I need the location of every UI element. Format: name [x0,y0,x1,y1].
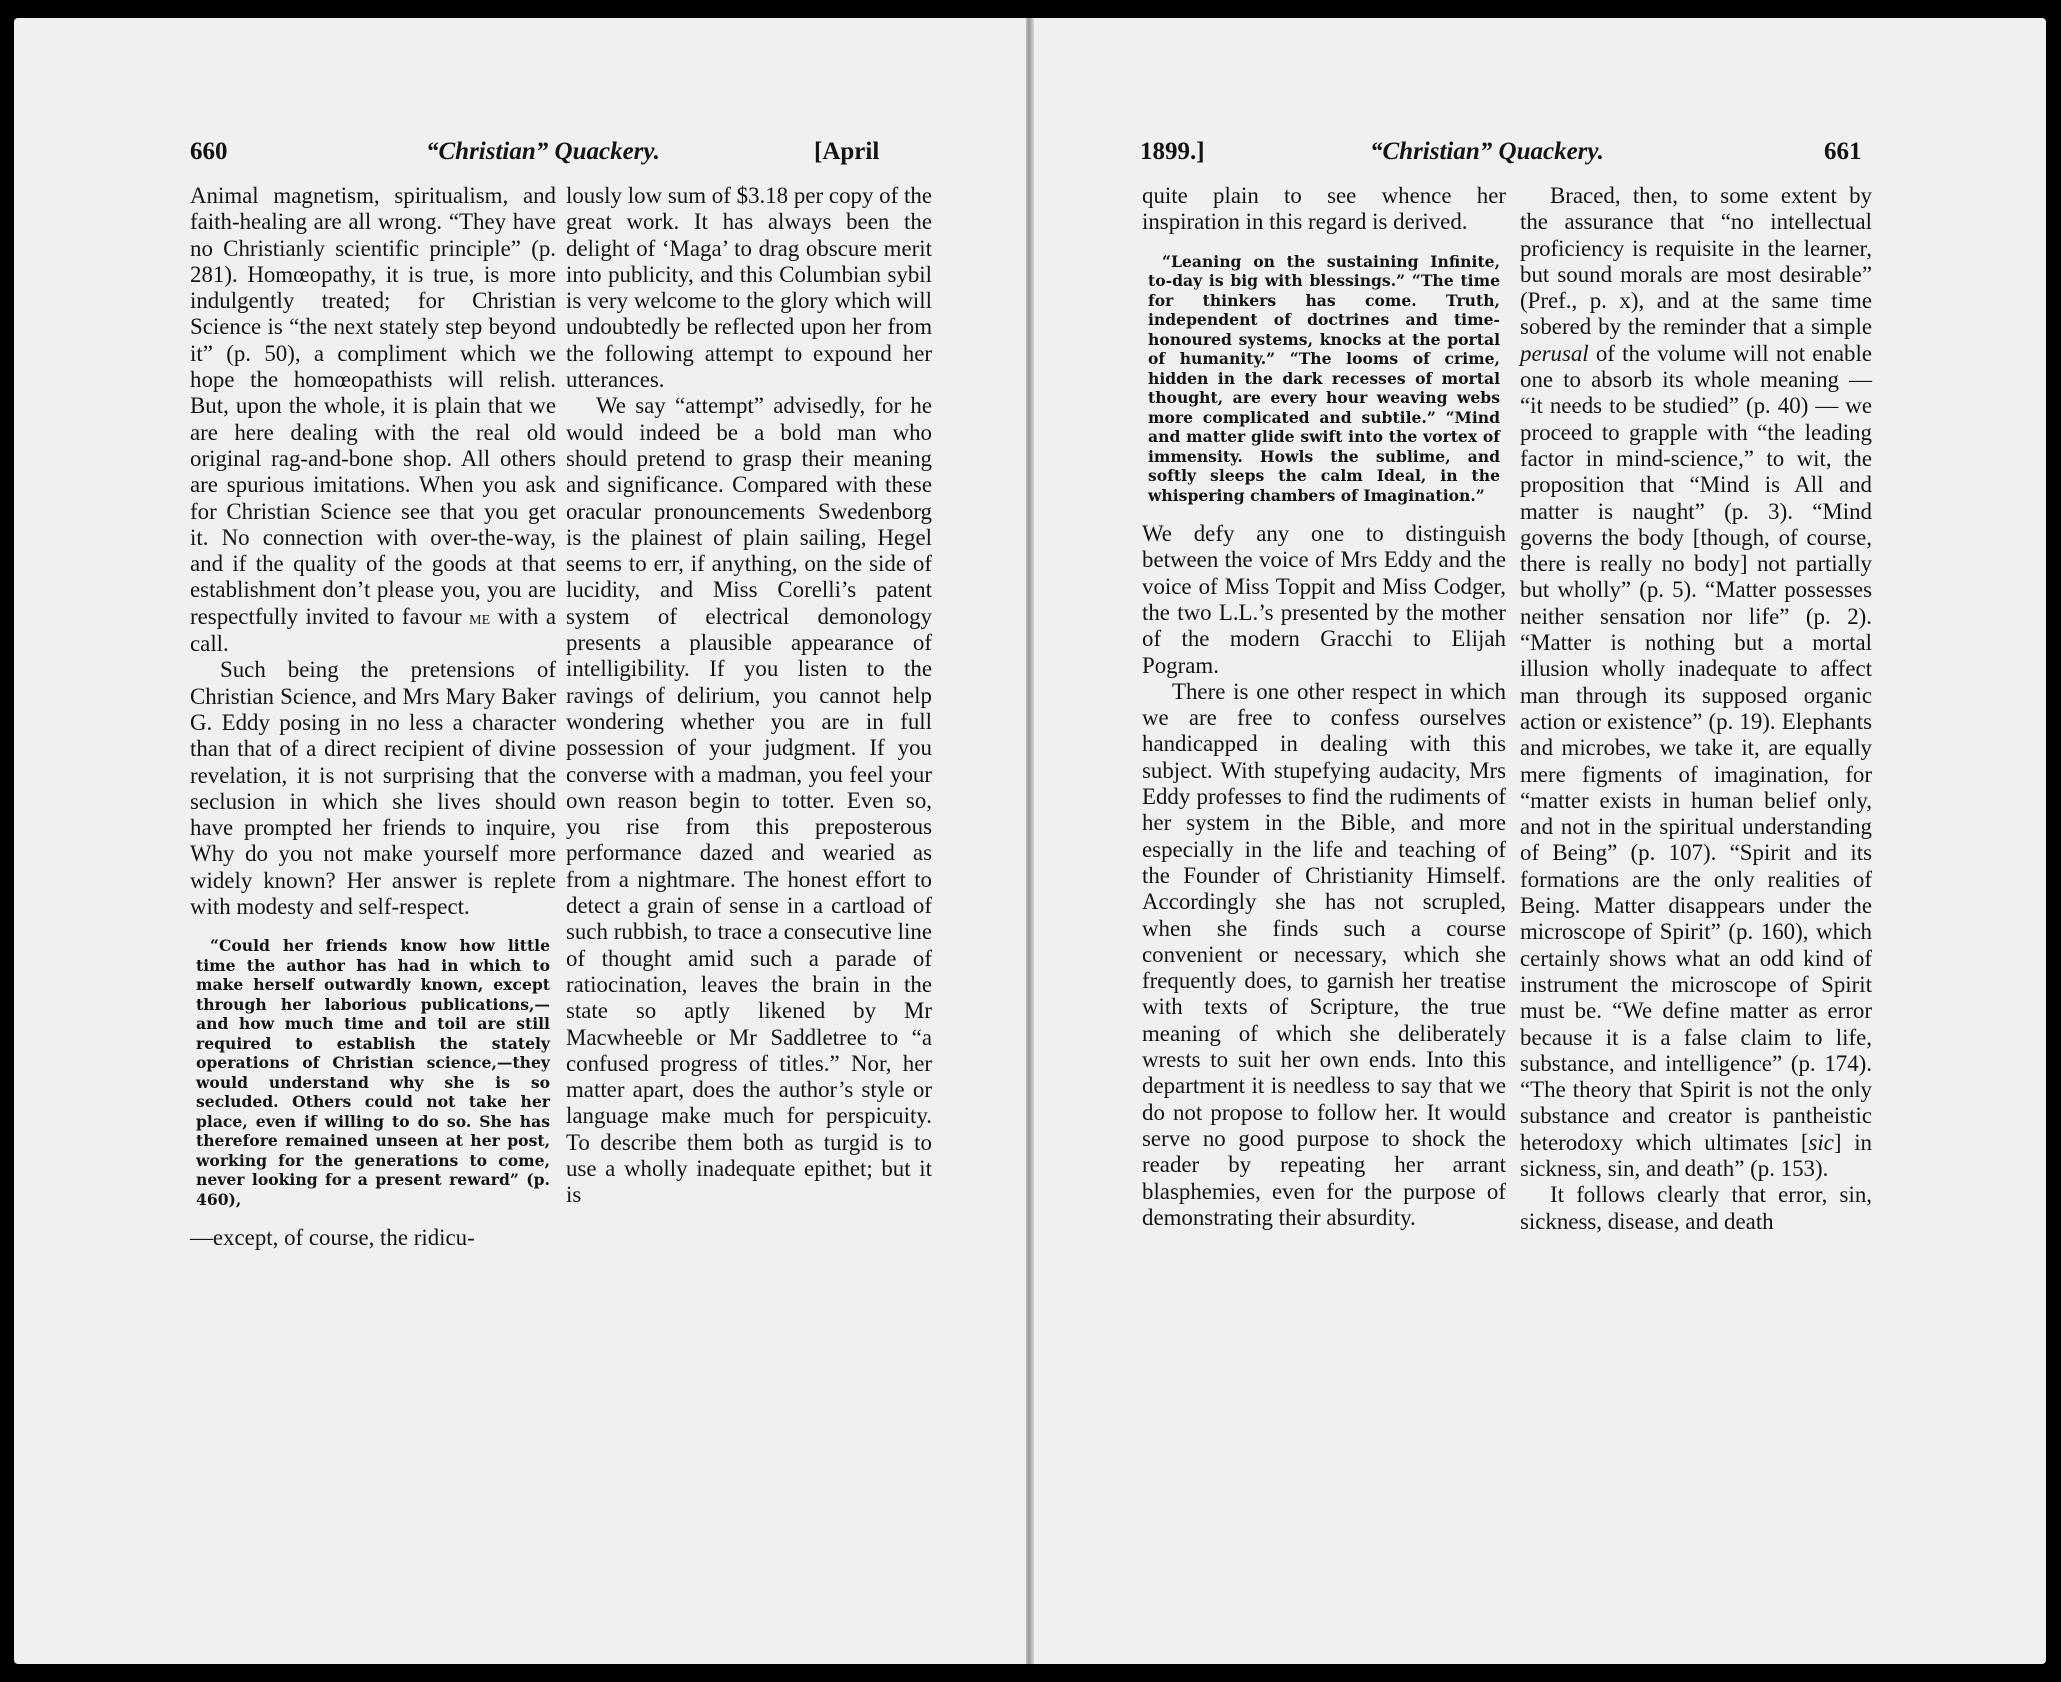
emphasis-me: me [469,606,491,629]
block-quote: “Leaning on the sustaining Infinite, to-day is big with blessings.” “The time for thinkers has come. Truth, independent of doctrines and time-honoured systems, knocks at the portal of humanity.” “The looms of crime, hidden in the dark recesses of mortal thought, are every hour weaving webs more complicated and subtile.” “Mind and matter glide swift into the vortex of immensity. Howls the sublime, and softly sleeps the calm Ideal, in the whispering chambers of Imagination.” [1148,251,1500,505]
running-title: “Christian” Quackery. [426,138,660,165]
paragraph: Such being the pretensions of Christian Science, and Mrs Mary Baker G. Eddy posing in no less a character than that of a direct recipient of divine revelation, it is not surprising that the seclusion in which she lives should have prompted her friends to inquire, Why do you not make yourself more widely known? Her answer is replete with modesty and self-respect. [190,657,556,920]
paragraph: We say “attempt” advisedly, for he would indeed be a bold man who should pretend to grasp their meaning and significance. Compared with these oracular pronouncements Swedenborg is the plainest of plain sailing, Hegel seems to err, if anything, on the side of lucidity, and Miss Corelli’s patent system of electrical demonology presents a plausible appearance of intelligibility. If you listen to the ravings of delirium, you cannot help wondering whether you are in full possession of your judgment. If you converse with a madman, you feel your own reason begin to totter. Even so, you rise from this preposterous performance dazed and wearied as from a nightmare. The honest effort to detect a grain of sense in a cartload of such rubbish, to trace a consecutive line of thought amid such a parade of ratiocination, leaves the brain in the state so aptly likened by Mr Macwheeble or Mr Saddletree to “a confused progress of titles.” Nor, her matter apart, does the author’s style or language make much for perspicuity. To describe them both as turgid is to use a wholly inadequate epithet; but it is [566,393,932,1208]
paragraph: quite plain to see whence her inspiration in this regard is derived. [1142,183,1506,235]
paragraph: Braced, then, to some extent by the assurance that “no intellectual proficiency is requisite in the learner, but sound morals are most desirable” (Pref., p. x), and at the same time sobered by the reminder that a simple perusal of the volume will not enable one to absorb its whole meaning — “it needs to be studied” (p. 40) — we proceed to grapple with “the leading factor in mind-science,” to wit, the proposition that “Mind is All and matter is naught” (p. 3). “Mind governs the body [though, of course, there is really no body] not partially but wholly” (p. 5). “Matter possesses neither sensation nor life” (p. 2). “Matter is nothing but a mortal illusion wholly inadequate to affect man through its supposed organic action or existence” (p. 19). Elephants and microbes, we take it, are equally mere figments of imagination, for “matter exists in human belief only, and not in the spiritual understanding of Being” (p. 107). “Spirit and its formations are the only realities of Being. Matter disappears under the microscope of Spirit” (p. 160), which certainly shows what an odd kind of instrument the microscope of Spirit must be. “We define matter as error because it is a false claim to life, substance, and intelligence” (p. 174). “The theory that Spirit is not the only substance and creator is pantheistic heterodoxy which ultimates [sic] in sickness, sin, and death” (p. 153). [1520,183,1873,1181]
running-title: “Christian” Quackery. [1370,138,1604,165]
paragraph: Animal magnetism, spiritualism, and faith-healing are all wrong. “They have no Christianly scientific principle” (p. 281). Homœopathy, it is true, is more indulgently treated; for Christian Science is “the next stately step beyond it” (p. 50), a compliment which we hope the homœopathists will relish. But, upon the whole, it is plain that we are here dealing with the real old original rag-and-bone shop. All others are spurious imitations. When you ask for Christian Science see that you get it. No connection with over-the-way, and if the quality of the goods at that establishment don’t please you, you are respectfully invited to favour me with a call. [190,183,556,657]
page-number: 661 [1824,138,1862,165]
header-year: 1899.] [1140,138,1205,165]
emphasis-sic: sic [1808,1129,1834,1155]
right-page-column-2 [1520,183,1872,1235]
right-page [1034,18,2046,1664]
left-page-column-1 [190,183,556,1252]
block-quote: “Could her friends know how little time the author has had in which to make herself outwardly known, except through her laborious publications,—and how much time and toil are still required to establish the stately operations of Christian science,—they would understand why she is so secluded. Others could not take her place, even if willing to do so. She has therefore remained unseen at her post, working for the generations to come, never looking for a present reward” (p. 460), [196,936,550,1209]
right-page-column-1 [1142,183,1506,1231]
paragraph: We defy any one to distinguish between the voice of Mrs Eddy and the voice of Miss Toppit and Miss Codger, the two L.L.’s presented by the mother of the modern Gracchi to Elijah Pogram. [1142,521,1506,678]
paragraph: There is one other respect in which we are free to confess ourselves handicapped in dealing with this subject. With stupefying audacity, Mrs Eddy professes to find the rudiments of her system in the Bible, and more especially in the life and teaching of the Founder of Christianity Himself. Accordingly she has not scrupled, when she finds such a course convenient or necessary, which she frequently does, to garnish her treatise with texts of Scripture, the true meaning of which she deliberately wrests to suit her own ends. Into this department it is needless to say that we do not propose to follow her. It would serve no good purpose to shock the reader by repeating her arrant blasphemies, even for the purpose of demonstrating their absurdity. [1142,678,1506,1230]
header-month: [April [814,138,880,165]
left-page [14,18,1026,1664]
paragraph: It follows clearly that error, sin, sickness, disease, and death [1520,1182,1872,1234]
left-page-header [14,138,1026,178]
left-page-column-2 [566,183,932,1209]
paragraph: —except, of course, the ridicu- [190,1225,475,1251]
right-page-header [1034,138,2046,178]
paragraph: lously low sum of $3.18 per copy of the great work. It has always been the delight of ‘Maga’ to drag obscure merit into publicity, and this Columbian sybil is very welcome to the glory which will undoubtedly be reflected upon her from the following attempt to expound her utterances. [566,183,932,393]
page-number: 660 [190,138,228,165]
emphasis-perusal: perusal [1520,340,1589,366]
